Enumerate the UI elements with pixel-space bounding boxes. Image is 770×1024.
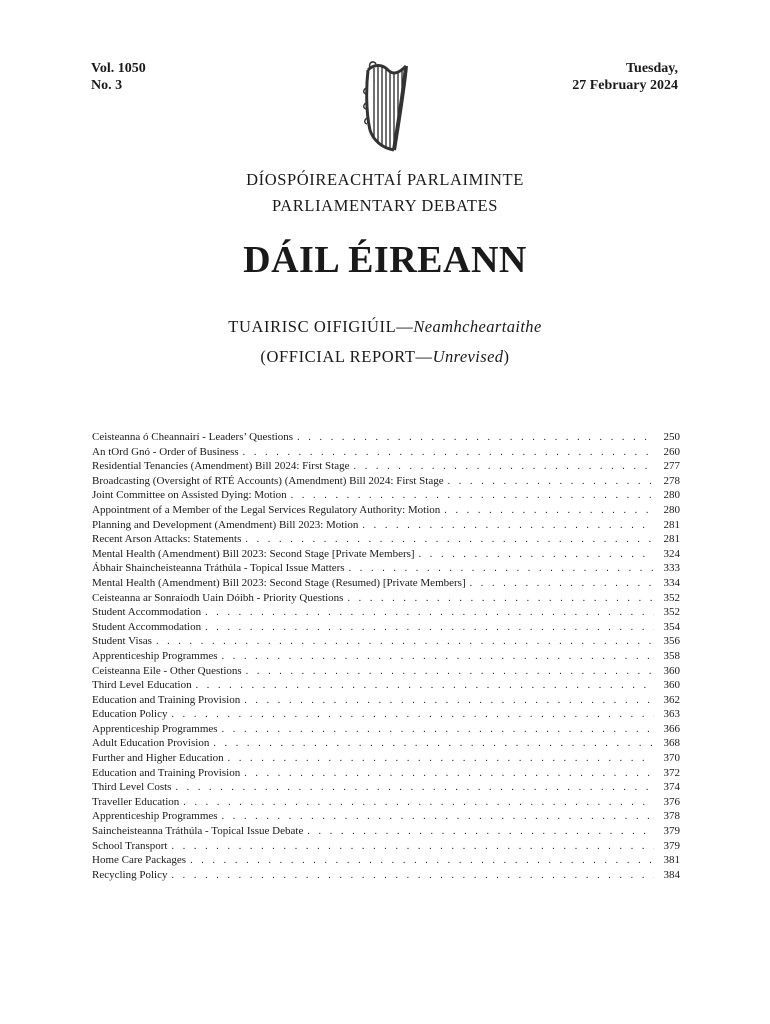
toc-dot-leader (307, 825, 654, 840)
toc-entry[interactable] (92, 620, 680, 635)
date-label: 27 February 2024 (572, 78, 678, 93)
toc-entry[interactable] (92, 518, 680, 533)
toc-entry-title: Apprenticeship Programmes (92, 649, 218, 662)
toc-entry-page: 360 (663, 664, 680, 677)
official-report-irish (0, 317, 770, 337)
english-title: PARLIAMENTARY DEBATES (272, 196, 498, 215)
toc-entry-title: Education and Training Provision (92, 766, 241, 779)
toc-entry[interactable] (92, 853, 680, 868)
toc-entry[interactable] (92, 605, 680, 620)
toc-dot-leader (362, 519, 654, 534)
toc-entry-title: Apprenticeship Programmes (92, 810, 218, 823)
toc-dot-leader (222, 723, 654, 738)
toc-entry[interactable] (92, 678, 680, 693)
toc-dot-leader (228, 752, 654, 767)
toc-dot-leader (291, 489, 654, 504)
toc-entry-title: Apprenticeship Programmes (92, 722, 218, 735)
toc-entry-page: 280 (663, 489, 680, 502)
publication-date (572, 60, 678, 94)
toc-entry-title: Saincheisteanna Tráthúla - Topical Issue Debate (92, 825, 304, 838)
toc-entry-title: Recent Arson Attacks: Statements (92, 533, 242, 546)
official-report-english (0, 347, 770, 367)
toc-entry-title: Mental Health (Amendment) Bill 2023: Second Stage [Private Members] (92, 547, 415, 560)
toc-dot-leader (222, 650, 654, 665)
toc-entry-page: 260 (663, 445, 680, 458)
toc-entry[interactable] (92, 532, 680, 547)
toc-dot-leader (419, 548, 654, 563)
toc-entry-page: 362 (663, 693, 680, 706)
report-english-open: (OFFICIAL REPORT— (260, 347, 433, 366)
toc-entry-page: 378 (663, 810, 680, 823)
toc-dot-leader (243, 446, 654, 461)
toc-entry-page: 280 (663, 503, 680, 516)
toc-entry-title: An tOrd Gnó - Order of Business (92, 445, 239, 458)
toc-entry[interactable] (92, 868, 680, 883)
toc-entry-title: Student Visas (92, 635, 152, 648)
toc-entry-page: 281 (663, 533, 680, 546)
toc-entry-title: Broadcasting (Oversight of RTÉ Accounts) (Amendment) Bill 2024: First Stage (92, 474, 444, 487)
toc-entry-title: Student Accommodation (92, 620, 202, 633)
toc-dot-leader (354, 460, 655, 475)
toc-entry[interactable] (92, 722, 680, 737)
harp-emblem-icon (360, 58, 412, 154)
toc-entry-title: Ceisteanna Eile - Other Questions (92, 664, 242, 677)
toc-entry-page: 250 (663, 431, 680, 443)
toc-entry-page: 370 (663, 752, 680, 765)
toc-dot-leader (190, 854, 654, 869)
toc-entry-title: Ceisteanna ar Sonraíodh Uain Dóibh - Priority Questions (92, 591, 344, 604)
toc-dot-leader (196, 679, 654, 694)
toc-entry-page: 333 (663, 562, 680, 575)
toc-dot-leader (246, 665, 654, 680)
toc-entry[interactable] (92, 576, 680, 591)
report-english-status: Unrevised (432, 347, 504, 366)
issue-number-label: No. 3 (91, 78, 123, 93)
irish-title: DÍOSPÓIREACHTAÍ PARLAIMINTE (246, 170, 524, 189)
toc-entry[interactable] (92, 736, 680, 751)
toc-entry-title: Third Level Costs (92, 781, 172, 794)
toc-entry-page: 379 (663, 825, 680, 838)
toc-entry-title: Education and Training Provision (92, 693, 241, 706)
toc-entry-title: Third Level Education (92, 679, 192, 692)
report-english-close: ) (503, 347, 510, 366)
toc-entry[interactable] (92, 766, 680, 781)
toc-entry-page: 354 (663, 620, 680, 633)
toc-entry-title: Mental Health (Amendment) Bill 2023: Second Stage (Resumed) [Private Members] (92, 576, 466, 589)
toc-dot-leader (171, 869, 654, 884)
toc-entry[interactable] (92, 430, 680, 445)
toc-dot-leader (205, 606, 654, 621)
toc-entry-page: 352 (663, 591, 680, 604)
toc-entry-title: Ábhair Shaincheisteanna Tráthúla - Topical Issue Matters (92, 562, 345, 575)
toc-entry-title: Recycling Policy (92, 868, 168, 881)
toc-entry-page: 278 (663, 474, 680, 487)
toc-entry[interactable] (92, 649, 680, 664)
toc-entry-title: Adult Education Provision (92, 737, 210, 750)
toc-entry-page: 358 (663, 649, 680, 662)
toc-dot-leader (245, 533, 654, 548)
toc-entry-page: 381 (663, 854, 680, 867)
toc-dot-leader (172, 840, 655, 855)
toc-dot-leader (349, 562, 654, 577)
toc-entry-title: Planning and Development (Amendment) Bill 2023: Motion (92, 518, 359, 531)
day-label: Tuesday, (625, 61, 678, 76)
report-irish-status: Neamhcheartaithe (413, 317, 542, 336)
toc-entry[interactable] (92, 547, 680, 562)
toc-dot-leader (444, 504, 654, 519)
toc-dot-leader (297, 431, 654, 446)
toc-entry[interactable] (92, 591, 680, 606)
toc-dot-leader (448, 475, 654, 490)
toc-entry[interactable] (92, 445, 680, 460)
toc-entry[interactable] (92, 459, 680, 474)
toc-entry[interactable] (92, 824, 680, 839)
table-of-contents (92, 430, 680, 882)
house-title: DÁIL ÉIREANN (243, 239, 527, 281)
toc-entry[interactable] (92, 707, 680, 722)
toc-entry-page: 379 (663, 839, 680, 852)
toc-entry-title: Student Accommodation (92, 606, 202, 619)
toc-entry-page: 368 (663, 737, 680, 750)
volume-number (91, 60, 146, 94)
toc-entry[interactable] (92, 751, 680, 766)
toc-entry-title: Further and Higher Education (92, 752, 224, 765)
toc-entry-page: 384 (663, 868, 680, 881)
toc-dot-leader (244, 694, 654, 709)
toc-entry-page: 360 (663, 679, 680, 692)
toc-entry[interactable] (92, 503, 680, 518)
toc-entry-page: 324 (663, 547, 680, 560)
toc-entry[interactable] (92, 693, 680, 708)
toc-entry[interactable] (92, 634, 680, 649)
report-irish-main: TUAIRISC OIFIGIÚIL— (228, 317, 414, 336)
toc-entry-title: Joint Committee on Assisted Dying: Motion (92, 489, 287, 502)
toc-dot-leader (347, 592, 654, 607)
toc-dot-leader (244, 767, 654, 782)
toc-dot-leader (156, 635, 654, 650)
toc-entry[interactable] (92, 795, 680, 810)
toc-dot-leader (222, 810, 654, 825)
toc-dot-leader (205, 621, 654, 636)
toc-dot-leader (183, 796, 654, 811)
toc-entry-page: 334 (663, 576, 680, 589)
toc-entry[interactable] (92, 488, 680, 503)
toc-entry-page: 376 (663, 795, 680, 808)
toc-entry-page: 277 (663, 460, 680, 473)
toc-entry[interactable] (92, 474, 680, 489)
toc-entry[interactable] (92, 561, 680, 576)
toc-dot-leader (470, 577, 654, 592)
toc-entry-title: Appointment of a Member of the Legal Services Regulatory Authority: Motion (92, 503, 441, 516)
toc-dot-leader (213, 737, 654, 752)
toc-entry-title: Home Care Packages (92, 854, 187, 867)
toc-entry-page: 356 (663, 635, 680, 648)
volume-label: Vol. 1050 (91, 61, 146, 76)
toc-entry-title: Traveller Education (92, 795, 180, 808)
toc-entry-title: School Transport (92, 839, 168, 852)
toc-entry-page: 363 (663, 708, 680, 721)
toc-entry[interactable] (92, 809, 680, 824)
toc-dot-leader (171, 708, 654, 723)
toc-entry-title: Ceisteanna ó Cheannairí - Leaders’ Questions (92, 431, 294, 443)
toc-entry-page: 281 (663, 518, 680, 531)
toc-entry-page: 352 (663, 606, 680, 619)
toc-dot-leader (175, 781, 654, 796)
toc-entry-title: Residential Tenancies (Amendment) Bill 2024: First Stage (92, 460, 350, 473)
toc-entry-title: Education Policy (92, 708, 168, 721)
toc-entry-page: 374 (663, 781, 680, 794)
toc-entry-page: 372 (663, 766, 680, 779)
toc-entry[interactable] (92, 664, 680, 679)
toc-entry-page: 366 (663, 722, 680, 735)
toc-entry[interactable] (92, 780, 680, 795)
toc-entry[interactable] (92, 839, 680, 854)
